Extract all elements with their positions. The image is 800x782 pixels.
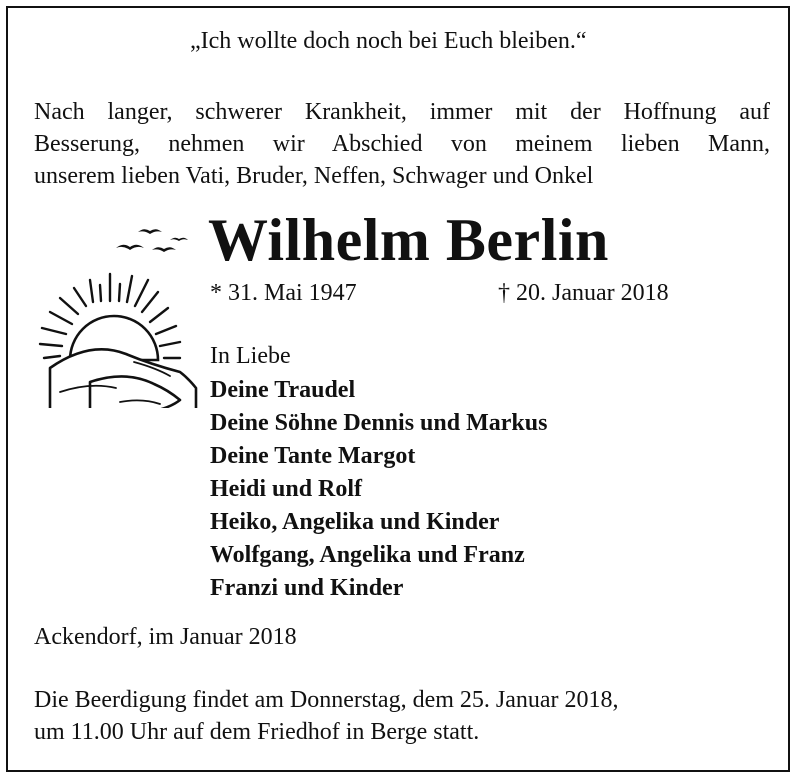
list-item: Deine Tante Margot <box>210 443 416 469</box>
intro-line: Nach langer, schwerer Krankheit, immer mit der Hoffnung auf <box>34 99 770 125</box>
sunset-over-hills-with-birds-icon <box>30 222 200 412</box>
list-item: Deine Söhne Dennis und Markus <box>210 410 548 436</box>
place-date: Ackendorf, im Januar 2018 <box>34 624 297 650</box>
intro-line: unserem lieben Vati, Bruder, Neffen, Schwager und Onkel <box>34 163 594 189</box>
in-liebe-label: In Liebe <box>210 343 291 369</box>
list-item: Franzi und Kinder <box>210 575 404 601</box>
death-date: † 20. Januar 2018 <box>498 280 669 306</box>
intro-line: Besserung, nehmen wir Abschied von meinem lieben Mann, <box>34 131 770 157</box>
funeral-line: um 11.00 Uhr auf dem Friedhof in Berge statt. <box>34 719 480 745</box>
mourners-list <box>210 374 547 605</box>
list-item: Deine Traudel <box>210 377 356 403</box>
quote: „Ich wollte doch noch bei Euch bleiben.“ <box>190 28 587 54</box>
list-item: Heiko, Angelika und Kinder <box>210 509 500 535</box>
funeral-line: Die Beerdigung findet am Donnerstag, dem 25. Januar 2018, <box>34 687 619 713</box>
intro-text <box>34 96 770 192</box>
list-item: Wolfgang, Angelika und Franz <box>210 542 525 568</box>
deceased-name: Wilhelm Berlin <box>208 207 609 273</box>
birth-date: * 31. Mai 1947 <box>210 280 357 306</box>
funeral-info <box>34 684 619 748</box>
list-item: Heidi und Rolf <box>210 476 363 502</box>
